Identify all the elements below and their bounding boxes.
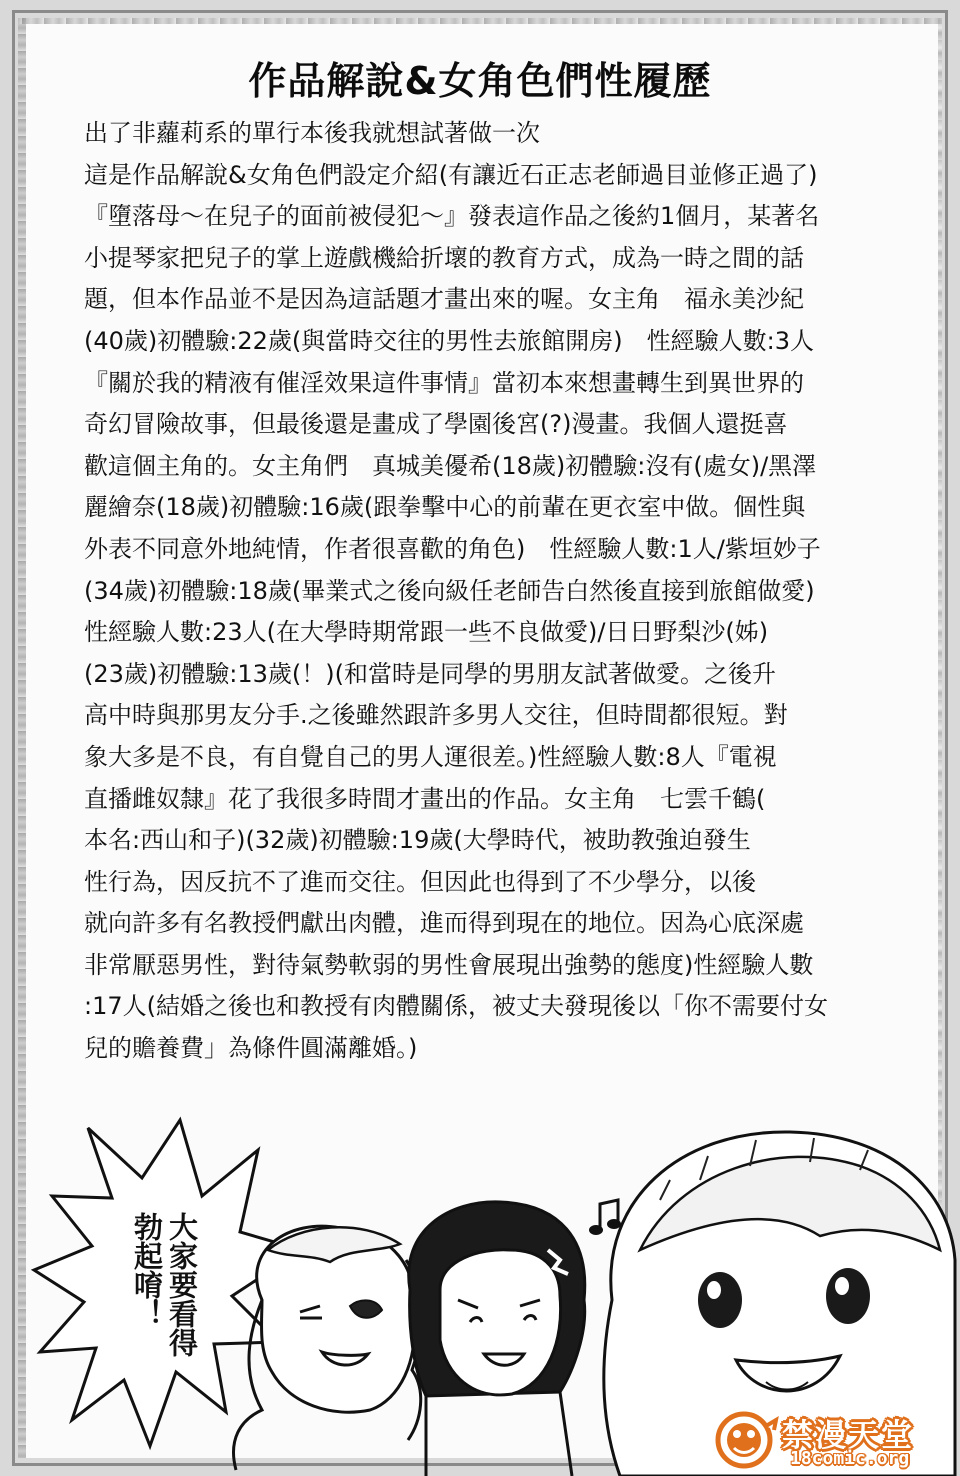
speech-bubble-line-2: 勃起唷！: [130, 1212, 164, 1328]
text-line: 『關於我的精液有催淫效果這件事情』當初本來想畫轉生到異世界的: [84, 368, 804, 397]
text-line: 性經驗人數:23人(在大學時期常跟一些不良做愛)/日日野梨沙(姊): [84, 618, 769, 647]
text-line: 就向許多有名教授們獻出肉體，進而得到現在的地位。因為心底深處: [84, 909, 804, 938]
text-line: 出了非蘿莉系的單行本後我就想試著做一次: [84, 119, 540, 147]
text-line: 高中時與那男友分手.之後雖然跟許多男人交往，但時間都很短。對: [84, 701, 788, 730]
logo-title: 禁漫天堂: [782, 1418, 914, 1454]
speech-bubble-line-1: 大家要看得: [165, 1212, 199, 1357]
scan-border-top: [0, 0, 960, 24]
text-line: 題，但本作品並不是因為這話題才畫出來的喔。女主角 福永美沙紀: [84, 285, 804, 314]
text-line: 麗繪奈(18歲)初體驗:16歲(跟拳擊中心的前輩在更衣室中做。個性與: [84, 493, 806, 522]
music-note-icon: [589, 1200, 621, 1235]
girl-left-figure: [234, 1226, 423, 1470]
text-line: 奇幻冒險故事，但最後還是畫成了學園後宮(?)漫畫。我個人還挺喜: [84, 410, 788, 439]
logo-url: 18comic.org: [790, 1448, 910, 1469]
page-title: 作品解說&女角色們性履歷: [248, 59, 712, 103]
text-line: :17人(結婚之後也和教授有肉體關係，被丈夫發現後以「你不需要付女: [84, 992, 828, 1021]
text-line: 性行為，因反抗不了進而交往。但因此也得到了不少學分，以後: [84, 867, 756, 896]
text-line: 這是作品解說&女角色們設定介紹(有讓近石正志老師過目並修正過了): [84, 160, 818, 189]
text-line: 歡這個主角的。女主角們 真城美優希(18歲)初體驗:沒有(處女)/黑澤: [84, 451, 817, 480]
text-line: (23歲)初體驗:13歲(！)(和當時是同學的男朋友試著做愛。之後升: [84, 659, 776, 688]
text-line: 小提琴家把兒子的掌上遊戲機給折壞的教育方式，成為一時之間的話: [84, 243, 804, 272]
text-line: (34歲)初體驗:18歲(畢業式之後向級任老師告白然後直接到旅館做愛): [84, 576, 815, 605]
text-line: 直播雌奴隸』花了我很多時間才畫出的作品。女主角 七雲千鶴(: [84, 784, 766, 813]
text-line: 外表不同意外地純情，作者很喜歡的角色) 性經驗人數:1人/紫垣妙子: [84, 534, 821, 563]
text-line: 非常厭惡男性，對待氣勢軟弱的男性會展現出強勢的態度)性經驗人數: [84, 950, 814, 979]
text-line: 『墮落母～在兒子的面前被侵犯～』發表這作品之後約1個月，某著名: [84, 202, 820, 231]
text-line: (40歲)初體驗:22歲(與當時交往的男性去旅館開房) 性經驗人數:3人: [84, 326, 814, 355]
text-line: 本名:西山和子)(32歲)初體驗:19歲(大學時代，被助教強迫發生: [84, 826, 751, 855]
commentary-text: [84, 113, 914, 1070]
site-logo: [706, 1408, 956, 1472]
text-line: 兒的贍養費」為條件圓滿離婚。): [84, 1034, 418, 1063]
text-line: 象大多是不良，有自覺自己的男人運很差。)性經驗人數:8人『電視: [84, 742, 777, 771]
girl-center-figure: [409, 1202, 585, 1476]
